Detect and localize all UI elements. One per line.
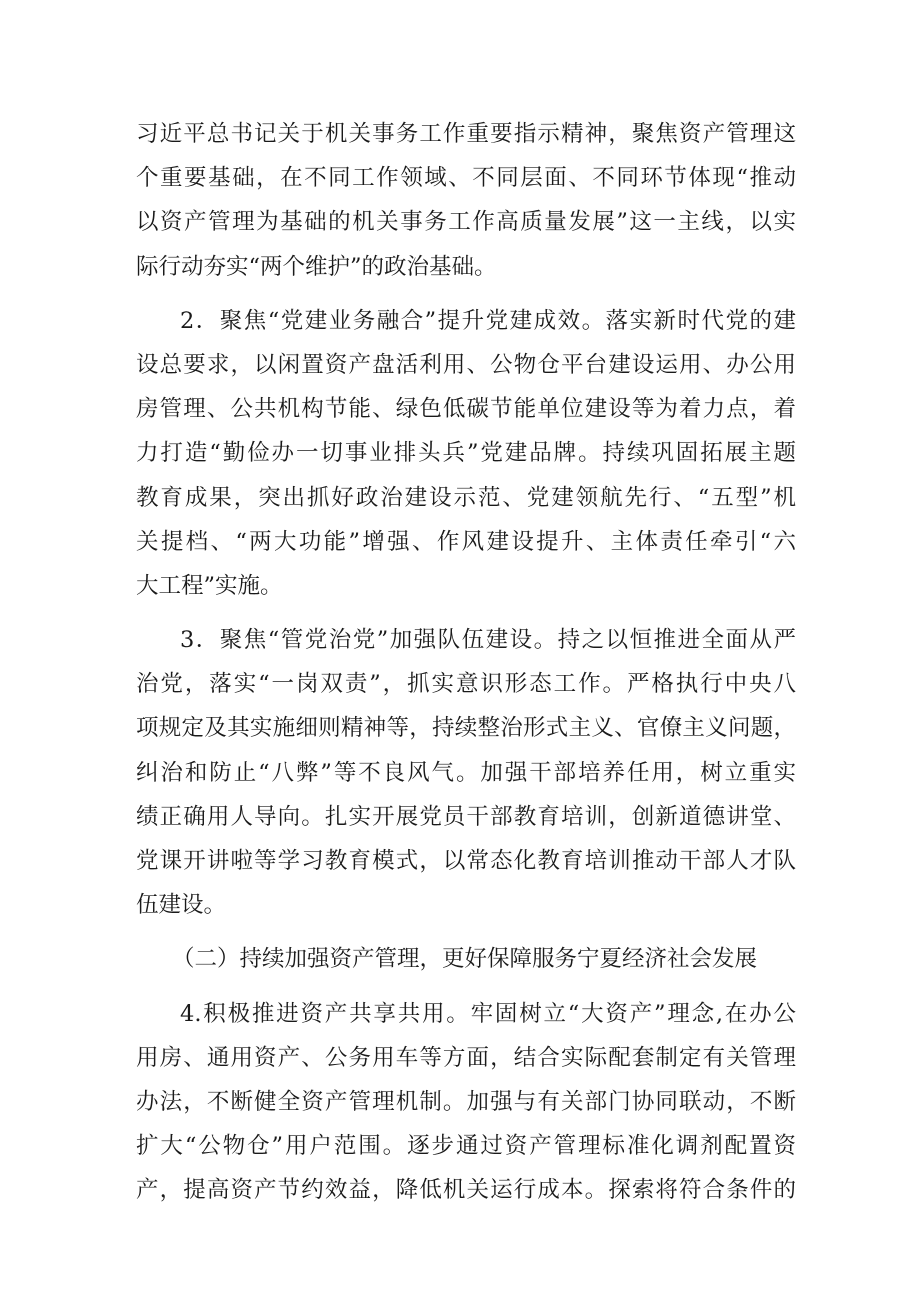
section-heading-text: （二）持续加强资产管理，更好保障服务宁夏经济社会发展 — [172, 946, 758, 973]
document-body — [136, 112, 796, 1213]
text-line: 用房、通用资产、公务用车等方面，结合实际配套制定有关管理 — [136, 1044, 796, 1071]
text-line: 党课开讲啦等学习教育模式，以常态化教育培训推动干部人才队 — [136, 848, 796, 874]
text-line: 力打造“勤俭办一切事业排头兵”党建品牌。持续巩固拓展主题 — [136, 440, 796, 467]
text-line: 办法，不断健全资产管理机制。加强与有关部门协同联动，不断 — [136, 1088, 796, 1115]
text-line: 际行动夯实“两个维护”的政治基础。 — [136, 253, 497, 280]
text-line: 治党，落实“一岗双责”，抓实意识形态工作。严格执行中央八 — [136, 671, 796, 698]
paragraph-continuation — [136, 112, 796, 289]
text-line: 习近平总书记关于机关事务工作重要指示精神，聚焦资产管理这 — [136, 121, 796, 147]
text-line: 大工程”实施。 — [136, 572, 283, 599]
text-line: 2．聚焦“党建业务融合”提升党建成效。落实新时代党的建 — [180, 307, 796, 334]
text-line: 纠治和防止“八弊”等不良风气。加强干部培养任用，树立重实 — [136, 759, 796, 786]
text-line: 3．聚焦“管党治党”加强队伍建设。持之以恒推进全面从严 — [180, 627, 796, 654]
text-line: 绩正确用人导向。扎实开展党员干部教育培训，创新道德讲堂、 — [136, 803, 796, 830]
text-line: 个重要基础，在不同工作领域、不同层面、不同环节体现“推动 — [136, 165, 796, 192]
text-line: 关提档、“两大功能”增强、作风建设提升、主体责任牵引“六 — [136, 528, 796, 555]
section-heading — [136, 937, 796, 981]
paragraph-item-2 — [136, 299, 796, 608]
paragraph-item-3 — [136, 618, 796, 927]
text-line: 设总要求，以闲置资产盘活利用、公物仓平台建设运用、办公用 — [136, 351, 796, 378]
paragraph-item-4 — [136, 992, 796, 1213]
text-line: 以资产管理为基础的机关事务工作高质量发展”这一主线，以实 — [136, 209, 796, 236]
text-line: 项规定及其实施细则精神等，持续整治形式主义、官僚主义问题， — [136, 715, 796, 742]
text-line: 产，提高资产节约效益，降低机关运行成本。探索将符合条件的 — [136, 1177, 796, 1204]
text-line: 伍建设。 — [136, 892, 227, 919]
text-line: 扩大“公物仓”用户范围。逐步通过资产管理标准化调剂配置资 — [136, 1133, 796, 1160]
text-line: 房管理、公共机构节能、绿色低碳节能单位建设等为着力点，着 — [136, 396, 796, 423]
text-line: 4.积极推进资产共享共用。牢固树立“大资产”理念,在办公 — [180, 1000, 796, 1027]
text-line: 教育成果，突出抓好政治建设示范、党建领航先行、“五型”机 — [136, 484, 796, 511]
